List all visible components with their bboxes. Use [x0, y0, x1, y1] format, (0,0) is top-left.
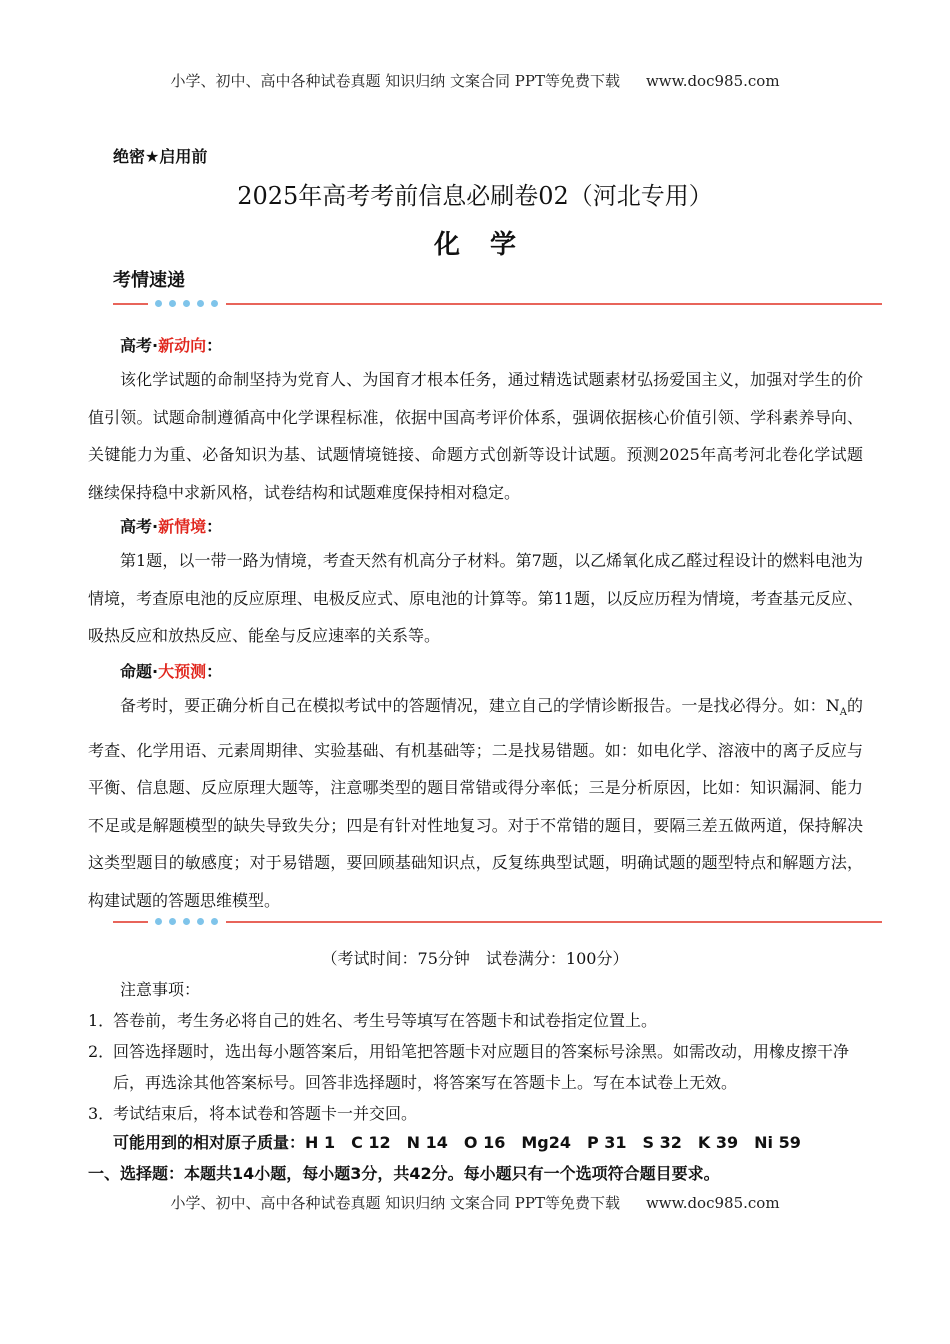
note-number: 1．	[88, 1011, 115, 1030]
section-heading-prediction	[120, 659, 222, 682]
note-text: 回答选择题时，选出每小题答案后，用铅笔把答题卡对应题目的答案标号涂黑。如需改动，用橡皮擦干净后，再选涂其他答案标号。回答非选择题时，将答案写在答题卡上。写在本试卷上无效。	[113, 1042, 850, 1092]
header-url[interactable]: www.doc985.com	[645, 72, 780, 90]
divider-dot	[211, 300, 218, 307]
notes-list	[88, 1005, 878, 1129]
divider-dot	[183, 300, 190, 307]
heading-suffix: ：	[206, 336, 223, 355]
section-divider	[113, 915, 882, 929]
exam-info: （考试时间：75分钟 试卷满分：100分）	[321, 949, 629, 968]
divider-dot	[197, 918, 204, 925]
heading-suffix: ：	[206, 517, 223, 536]
footer-url[interactable]: www.doc985.com	[645, 1194, 780, 1212]
heading-highlight: 大预测	[158, 662, 207, 681]
divider-dot	[169, 300, 176, 307]
heading-prefix: 高考·	[120, 336, 159, 355]
heading-prefix: 命题·	[120, 662, 159, 681]
header-text: 小学、初中、高中各种试卷真题 知识归纳 文案合同 PPT等免费下载	[170, 72, 620, 90]
heading-suffix: ：	[206, 662, 223, 681]
note-number: 3．	[88, 1104, 115, 1123]
confidential-label: 绝密★启用前	[113, 147, 208, 166]
page-footer	[0, 1192, 950, 1213]
note-item	[88, 1036, 878, 1098]
atomic-masses: 可能用到的相对原子质量：H 1 C 12 N 14 O 16 Mg24 P 31 S 32 K 39 Ni 59	[113, 1133, 801, 1152]
section-divider	[113, 297, 882, 311]
note-number: 2．	[88, 1042, 115, 1061]
note-item	[88, 1098, 878, 1129]
divider-dot	[169, 918, 176, 925]
section-one-heading: 一、选择题：本题共14小题，每小题3分，共42分。每小题只有一个选项符合题目要求。	[88, 1164, 720, 1183]
heading-prefix: 高考·	[120, 517, 159, 536]
page-header	[0, 70, 950, 91]
divider-dot	[211, 918, 218, 925]
paragraph-prediction	[88, 687, 863, 919]
heading-highlight: 新动向	[158, 336, 207, 355]
divider-dot	[155, 300, 162, 307]
note-text: 考试结束后，将本试卷和答题卡一并交回。	[113, 1104, 418, 1123]
divider-dot	[155, 918, 162, 925]
divider-dot	[197, 300, 204, 307]
note-item	[88, 1005, 878, 1036]
section-heading-new-direction	[120, 333, 222, 356]
section-heading-new-context	[120, 514, 222, 537]
subject-title: 化学	[433, 230, 546, 260]
footer-text: 小学、初中、高中各种试卷真题 知识归纳 文案合同 PPT等免费下载	[170, 1194, 620, 1212]
paragraph-new-direction: 该化学试题的命制坚持为党育人、为国育才根本任务，通过精选试题素材弘扬爱国主义，加强对学生的价值引领。试题命制遵循高中化学课程标准，依据中国高考评价体系，强调依据核心价值引领、学科素养导向、关键能力为重、必备知识为基、试题情境链接、命题方式创新等设计试题。预测2025年高考河北卷化学试题继续保持稳中求新风格，试卷结构和试题难度保持相对稳定。	[88, 370, 863, 502]
prediction-text-1: 备考时，要正确分析自己在模拟考试中的答题情况，建立自己的学情诊断报告。一是找必得分。如：N	[120, 696, 840, 715]
heading-highlight: 新情境	[158, 517, 207, 536]
prediction-text-2: 的考查、化学用语、元素周期律、实验基础、有机基础等；二是找易错题。如：如电化学、溶液中的离子反应与平衡、信息题、反应原理大题等，注意哪类型的题目常错或得分率低；三是分析原因，比如：知识漏洞、能力不足或是解题模型的缺失导致失分；四是有针对性地复习。对于不常错的题目，要隔三差五做两道，保持解决这类型题目的敏感度；对于易错题，要回顾基础知识点，反复练典型试题，明确试题的题型特点和解题方法，构建试题的答题思维模型。	[88, 696, 863, 910]
note-text: 答卷前，考生务必将自己的姓名、考生号等填写在答题卡和试卷指定位置上。	[113, 1011, 658, 1030]
exam-title: 2025年高考考前信息必刷卷02（河北专用）	[237, 182, 713, 210]
prediction-subscript: A	[839, 707, 847, 719]
section-heading-kaoqing: 考情速递	[113, 270, 185, 291]
divider-dot	[183, 918, 190, 925]
paragraph-new-context: 第1题，以一带一路为情境，考查天然有机高分子材料。第7题，以乙烯氧化成乙醛过程设计的燃料电池为情境，考查原电池的反应原理、电极反应式、原电池的计算等。第11题，以反应历程为情境，考查基元反应、吸热反应和放热反应、能垒与反应速率的关系等。	[88, 551, 863, 645]
notes-title: 注意事项：	[120, 980, 201, 999]
